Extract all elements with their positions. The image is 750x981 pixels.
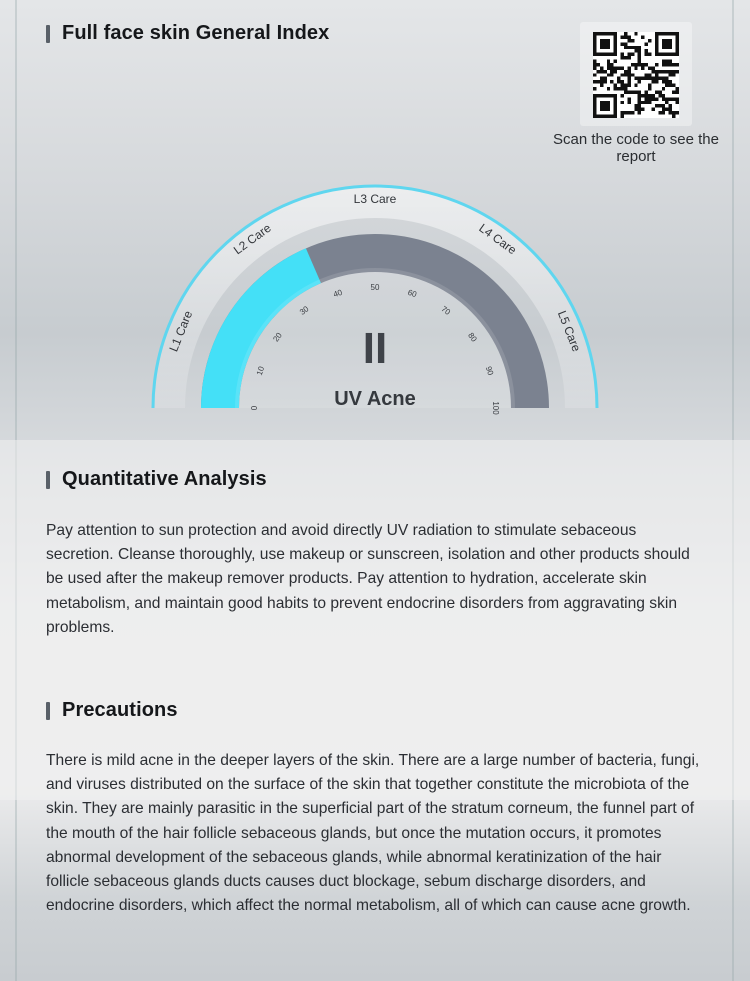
qr-caption: Scan the code to see the report [553, 131, 719, 165]
header-accent-bar [46, 25, 50, 43]
page-header [46, 22, 329, 45]
gauge-tick-label: 10 [254, 365, 267, 377]
gauge-tick-label: 60 [406, 287, 418, 300]
gauge-tick-label: 70 [439, 304, 453, 317]
gauge-tick-label: 40 [332, 287, 344, 300]
qr-code-icon[interactable] [593, 32, 679, 118]
page-title: Full face skin General Index [62, 22, 330, 44]
precautions-text: There is mild acne in the deeper layers of the skin. There are a large number of bacteria, fungi, and viruses distributed on the surface of the skin that together constitute the microbiota of the skin. They are mainly parasitic in the superficial part of the stratum corneum, the funnel part of the mouth of the hair follicle sebaceous glands, but once the mutation occurs, it promotes abnormal development of the sebaceous glands, while abnormal keratinization of the hair follicle sebaceous glands ducts causes duct blockage, sebum discharge disorders, and endocrine disorders, which affect the normal metabolism, all of which can cause acne growth. [46, 752, 700, 915]
gauge-label: UV Acne [334, 388, 416, 410]
care-level-label: L3 Care [353, 192, 397, 207]
quantitative-accent-bar [46, 471, 50, 489]
quantitative-header [46, 468, 267, 491]
gauge-tick-label: 80 [466, 330, 479, 344]
quantitative-title: Quantitative Analysis [62, 468, 267, 490]
gauge-tick-label: 0 [250, 405, 260, 411]
uv-acne-gauge [150, 130, 600, 415]
gauge-level-value: II [362, 324, 388, 373]
care-level-label: L5 Care [554, 308, 584, 354]
gauge-tick-label: 20 [271, 330, 284, 344]
precautions-header [46, 699, 178, 722]
gauge-tick-label: 100 [490, 401, 500, 415]
gauge-tick-label: 50 [370, 283, 380, 293]
quantitative-text: Pay attention to sun protection and avoid directly UV radiation to stimulate sebaceous secretion. Cleanse thoroughly, use makeup or sunscreen, isolation and other products should be used after the makeup remover products. Pay attention to hydration, accelerate skin metabolism, and maintain good habits to prevent endocrine disorders from aggravating skin problems. [46, 522, 690, 636]
gauge-tick-label: 90 [483, 365, 496, 377]
precautions-title: Precautions [62, 699, 178, 721]
care-level-label: L4 Care [476, 220, 520, 258]
care-level-label: L1 Care [166, 308, 196, 354]
care-level-label: L2 Care [230, 220, 274, 258]
gauge-tick-label: 30 [297, 304, 311, 317]
precautions-accent-bar [46, 702, 50, 720]
